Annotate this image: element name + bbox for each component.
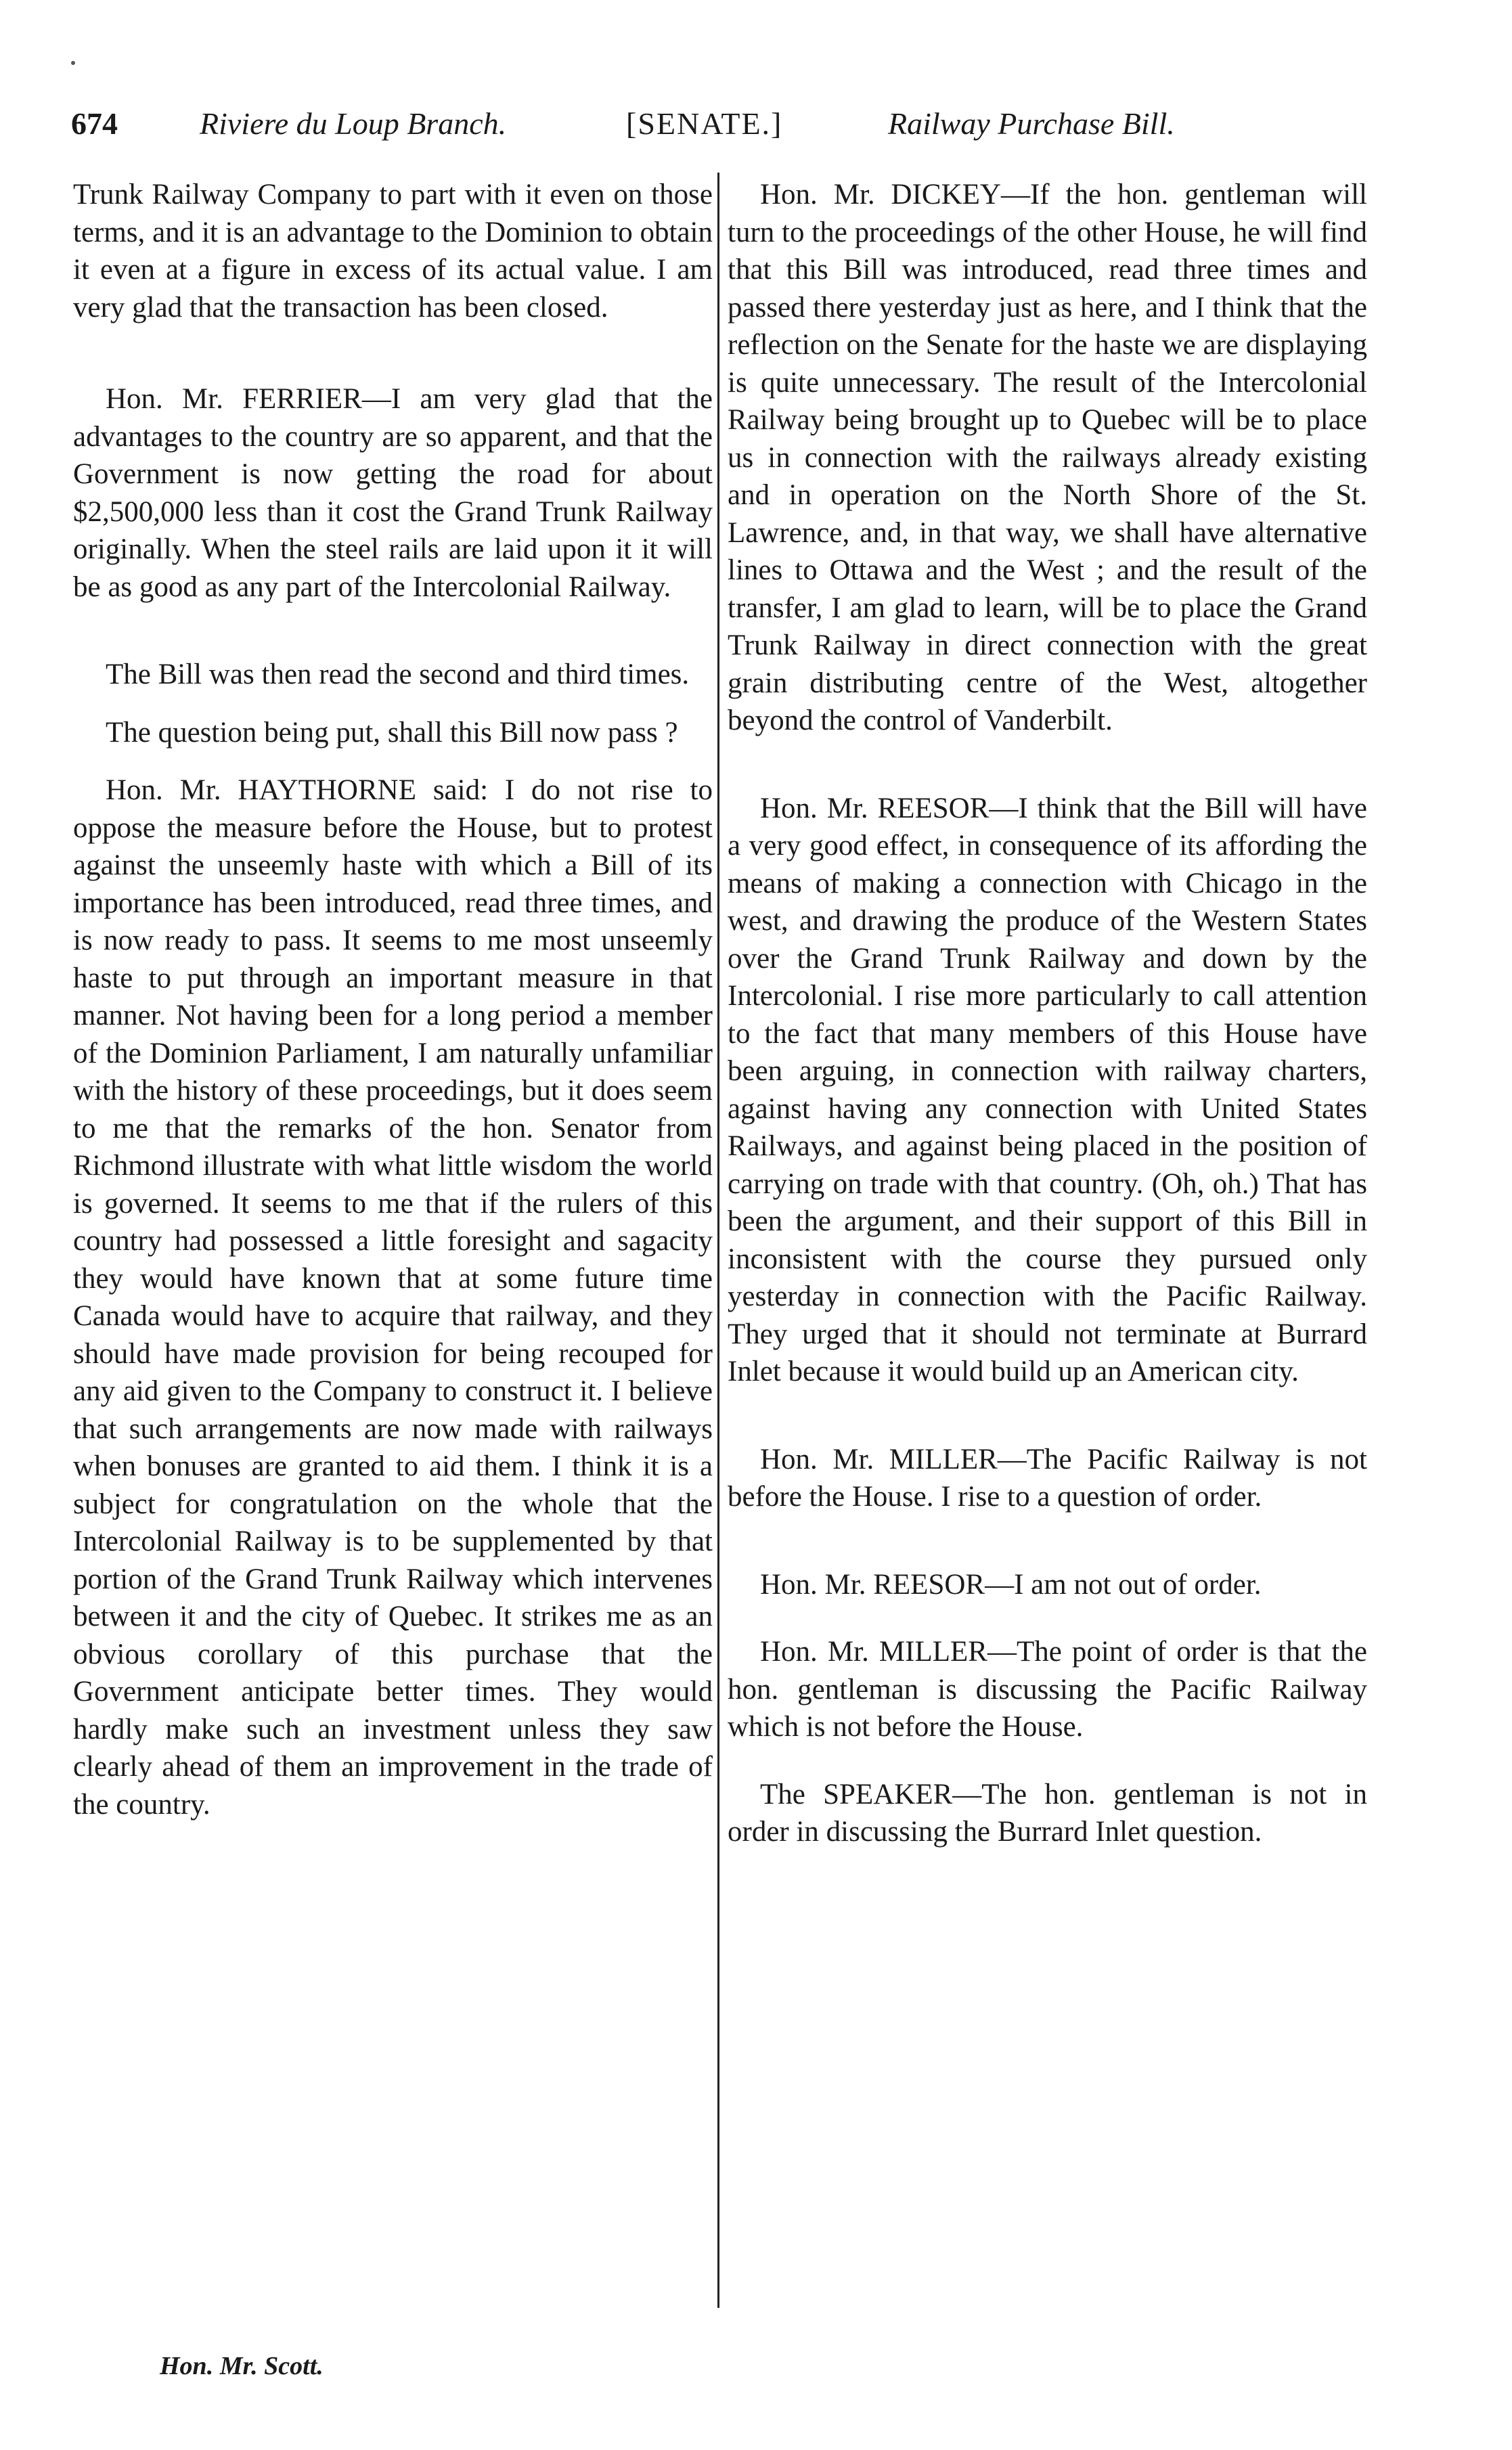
column-divider [717, 173, 719, 2308]
speech-haythorne: Hon. Mr. HAYTHORNE said: I do not rise to oppose the measure before the House, but to protest against the unseemly haste with which a Bill of its importance has been introduced, read three times, and is now ready to pass. It seems to me most unseemly haste to put through an important measure in that manner. Not having been for a long period a member of the Dominion Parliament, I am naturally unfamiliar with the history of these proceedings, but it does seem to me that the remarks of the hon. Senator from Richmond illustrate with what little wisdom the world is governed. It seems to me that if the rulers of this country had possessed a little foresight and sagacity they would have known that at some future time Canada would have to acquire that railway, and they should have made provision for being recouped for any aid given to the Company to construct it. I believe that such arrangements are now made with railways when bonuses are granted to aid them. I think it is a subject for congratulation on the whole that the Intercolonial Railway is to be supplemented by that portion of the Grand Trunk Railway which intervenes between it and the city of Quebec. It strikes me as an obvious corollary of this purchase that the Government anticipate better times. They would hardly make such an investment unless they saw clearly ahead of them an improvement in the trade of the country. [73, 774, 713, 1821]
procedure-second-third-reading: The Bill was then read the second and third times. [106, 659, 690, 690]
speech-speaker: The SPEAKER—The hon. gentleman is not in order in discussing the Burrard Inlet question. [728, 1778, 1367, 1848]
speech-miller-2: Hon. Mr. MILLER—The point of order is that the hon. gentleman is discussing the Pacific Railway which is not before the House. [728, 1636, 1367, 1743]
page-header [68, 100, 1381, 148]
speech-dickey: Hon. Mr. DICKEY—If the hon. gentleman will turn to the proceedings of the other House, he will find that this Bill was introduced, read three times and passed there yesterday just as here, and I think that the reflection on the Senate for the haste we are displaying is quite unnecessary. The result of the Intercolonial Railway being brought up to Quebec will be to place us in connection with the railways already existing and in operation on the North Shore of the St. Lawrence, and, in that way, we shall have alternative lines to Ottawa and the West ; and the result of the transfer, I am glad to learn, will be to place the Grand Trunk Railway in direct connection with the great grain distributing centre of the West, altogether beyond the control of Vanderbilt. [728, 179, 1367, 736]
footer-catchword: Hon. Mr. Scott. [160, 2352, 324, 2380]
header-right-title: Railway Purchase Bill. [888, 106, 1175, 141]
paragraph-continuation: Trunk Railway Company to part with it even on those terms, and it is an advantage to the Dominion to obtain it even at a figure in excess of its actual value. I am very glad that the transaction has been closed. [73, 179, 713, 324]
print-speck [71, 61, 75, 65]
speech-reesor-2: Hon. Mr. REESOR—I am not out of order. [760, 1568, 1262, 1601]
procedure-question-put: The question being put, shall this Bill now pass ? [106, 716, 678, 749]
speech-miller-1: Hon. Mr. MILLER—The Pacific Railway is not before the House. I rise to a question of order. [728, 1443, 1367, 1513]
left-column [73, 176, 713, 1823]
page-number: 674 [71, 106, 118, 141]
right-column [728, 176, 1367, 1851]
header-center-title: [SENATE.] [626, 106, 783, 141]
header-left-title: Riviere du Loup Branch. [200, 106, 507, 141]
speech-reesor-1: Hon. Mr. REESOR—I think that the Bill will have a very good effect, in consequence of its affording the means of making a connection with Chicago in the west, and drawing the produce of the Western States over the Grand Trunk Railway and down by the Intercolonial. I rise more particularly to call attention to the fact that many members of this House have been arguing, in connection with railway charters, against having any connection with United States Railways, and against being placed in the position of carrying on trade with that country. (Oh, oh.) That has been the argument, and their support of this Bill in inconsistent with the course they pursued only yesterday in connection with the Pacific Railway. They urged that it should not terminate at Burrard Inlet because it would build up an American city. [728, 792, 1367, 1387]
speech-ferrier: Hon. Mr. FERRIER—I am very glad that the advantages to the country are so apparent, and that the Government is now getting the road for about $2,500,000 less than it cost the Grand Trunk Railway originally. When the steel rails are laid upon it it will be as good as any part of the Intercolonial Railway. [73, 383, 713, 603]
